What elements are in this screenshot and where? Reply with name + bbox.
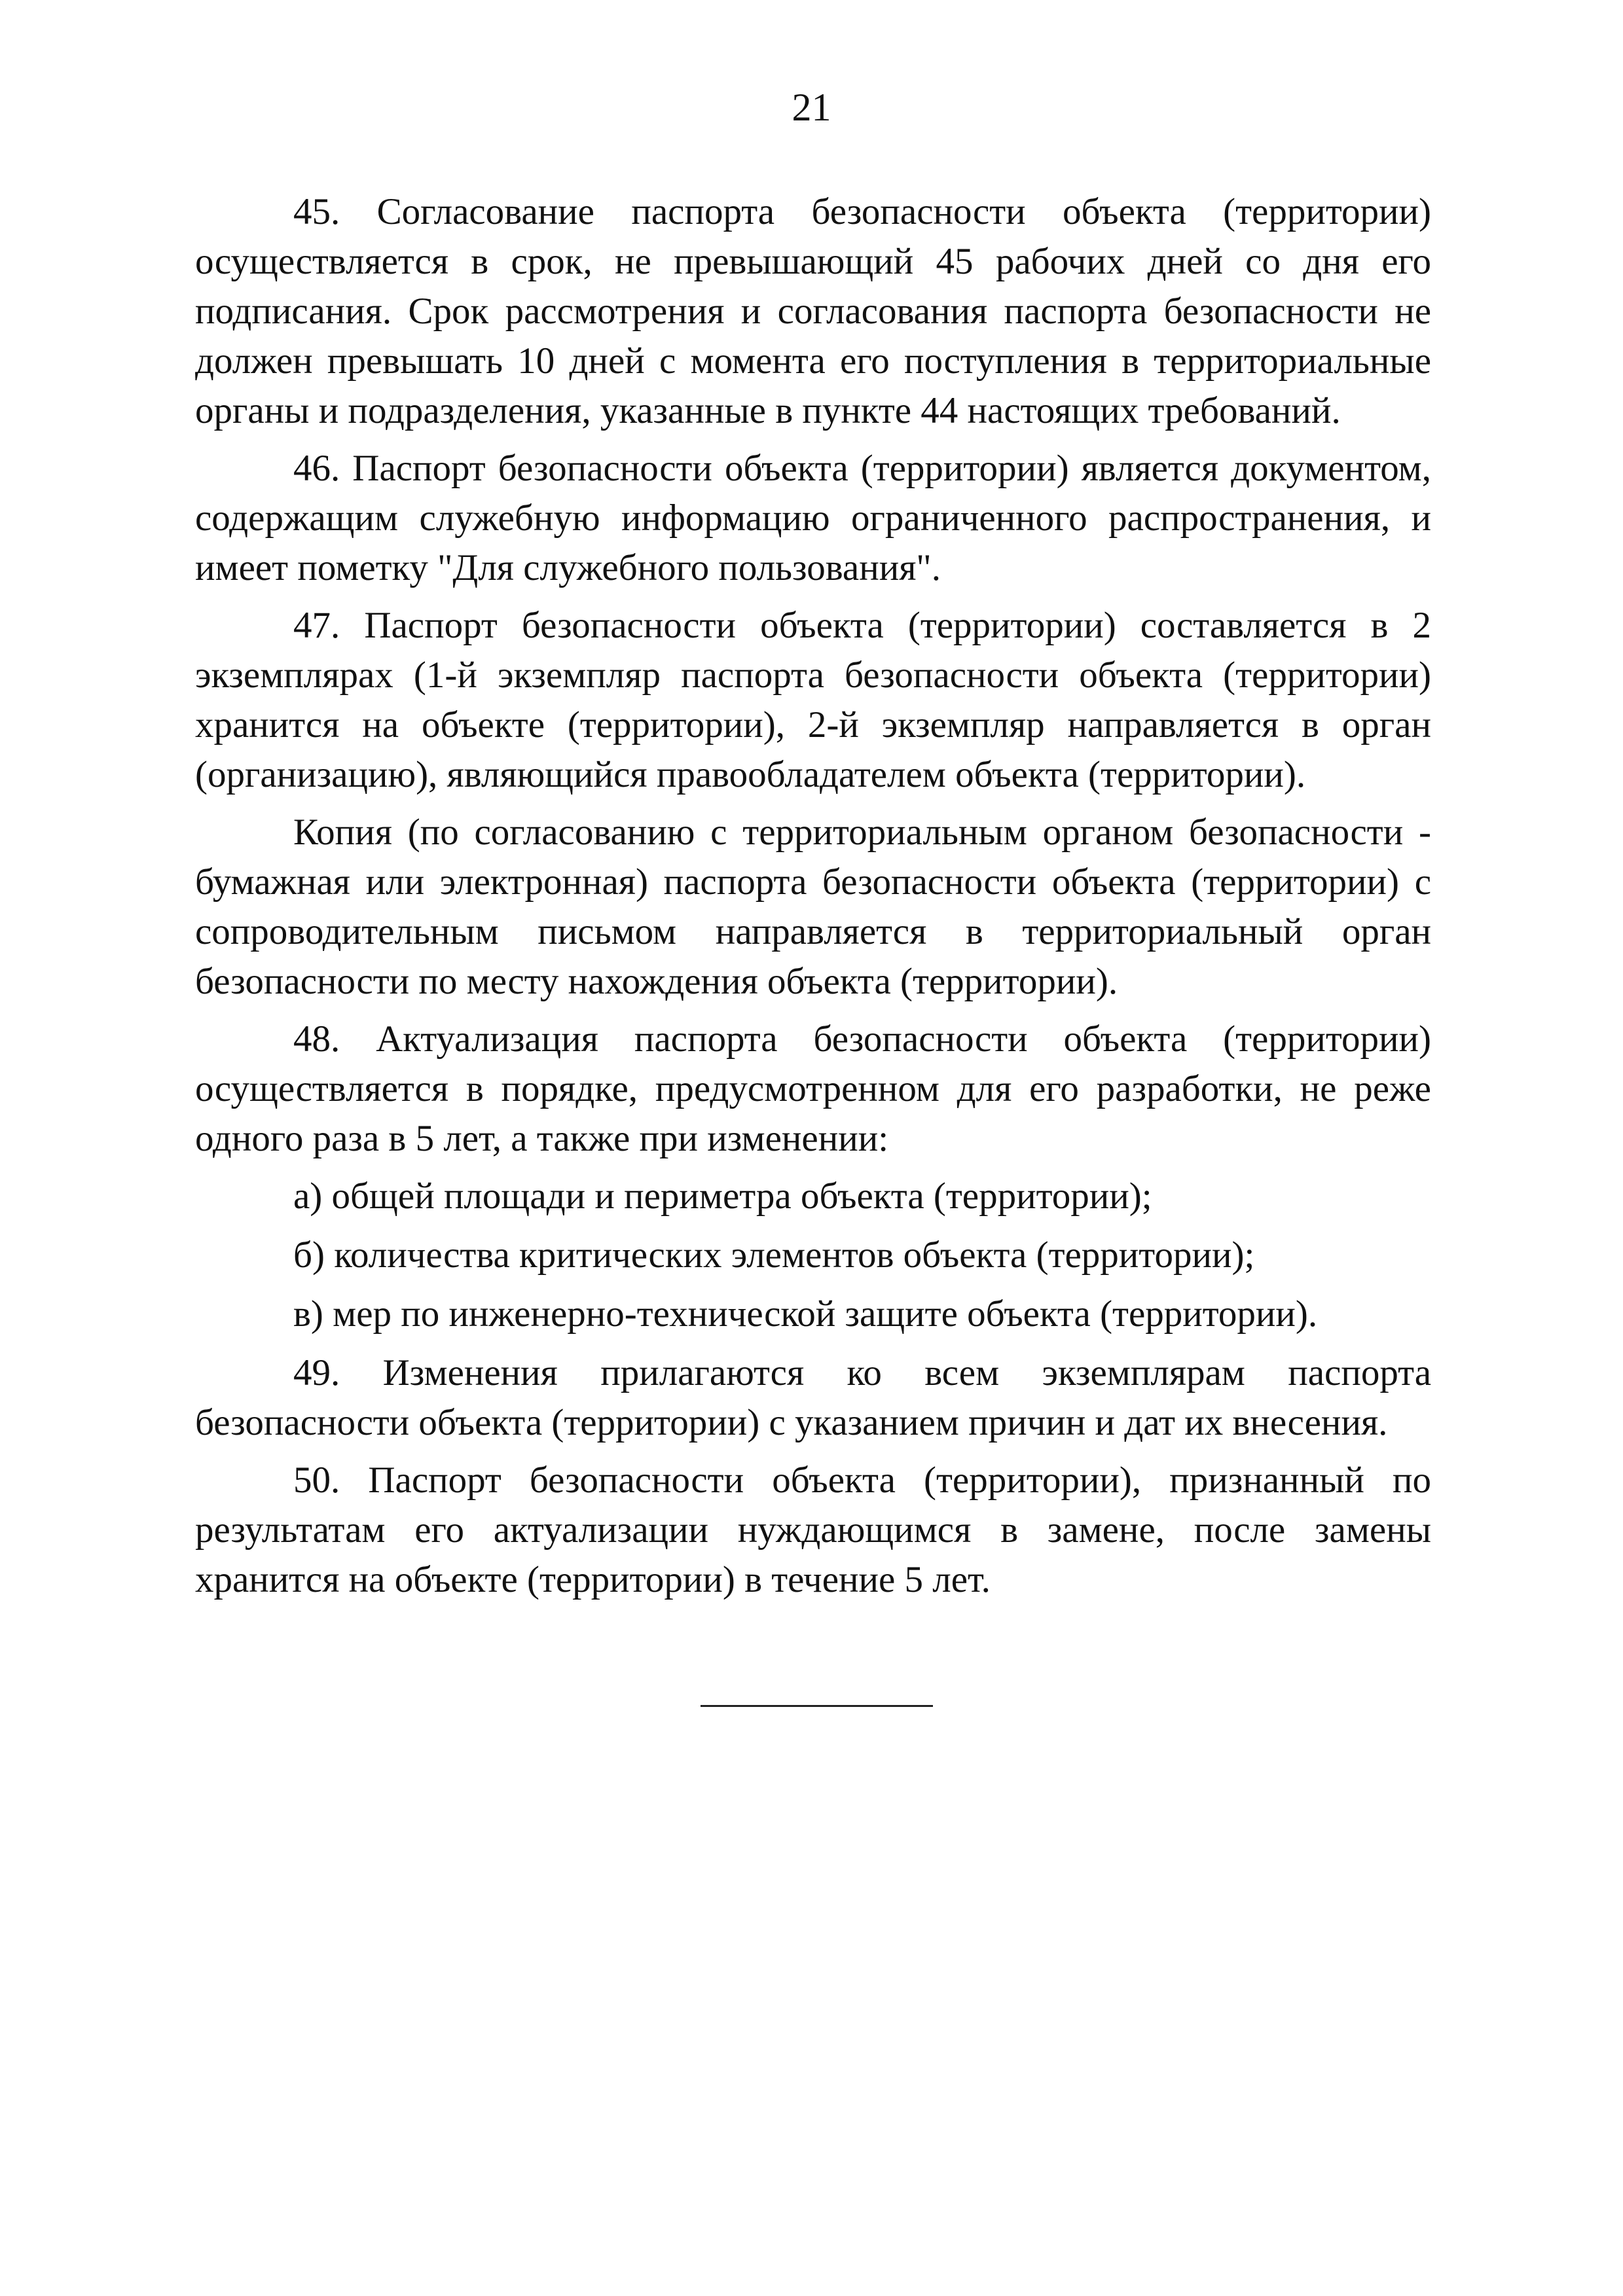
page-number: 21 [792,86,831,129]
document-body [195,187,1431,1613]
paragraph-50: 50. Паспорт безопасности объекта (территории), признанный по результатам его актуализации нуждающимся в замене, после замены хранится на объекте (территории) в течение 5 лет. [195,1460,1431,1600]
paragraph-45: 45. Согласование паспорта безопасности объекта (территории) осуществляется в срок, не превышающий 45 рабочих дней со дня его подписания. Срок рассмотрения и согласования паспорта безопасности не должен превышать 10 дней с момента его поступления в территориальные органы и подразделения, указанные в пункте 44 настоящих требований. [195,191,1431,431]
paragraph-47: 47. Паспорт безопасности объекта (территории) составляется в 2 экземплярах (1-й экземпляр паспорта безопасности объекта (территории) хранится на объекте (территории), 2-й экземпляр направляется в орган (организацию), являющийся правообладателем объекта (территории). [195,605,1431,795]
list-item-a: а) общей площади и периметра объекта (территории); [293,1175,1152,1217]
end-divider [701,1705,933,1707]
paragraph-47-copy: Копия (по согласованию с территориальным органом безопасности - бумажная или электронная) паспорта безопасности объекта (территории) с сопроводительным письмом направляется в территориальный орган безопасности по месту нахождения объекта (территории). [195,812,1431,1002]
paragraph-48: 48. Актуализация паспорта безопасности объекта (территории) осуществляется в порядке, предусмотренном для его разработки, не реже одного раза в 5 лет, а также при изменении: [195,1018,1431,1159]
list-item-b: б) количества критических элементов объекта (территории); [293,1234,1255,1276]
list-item-c: в) мер по инженерно-технической защите объекта (территории). [293,1293,1318,1335]
paragraph-46: 46. Паспорт безопасности объекта (территории) является документом, содержащим служебную информацию ограниченного распространения, и имеет пометку "Для служебного пользования". [195,448,1431,588]
paragraph-49: 49. Изменения прилагаются ко всем экземплярам паспорта безопасности объекта (территории) с указанием причин и дат их внесения. [195,1352,1431,1443]
